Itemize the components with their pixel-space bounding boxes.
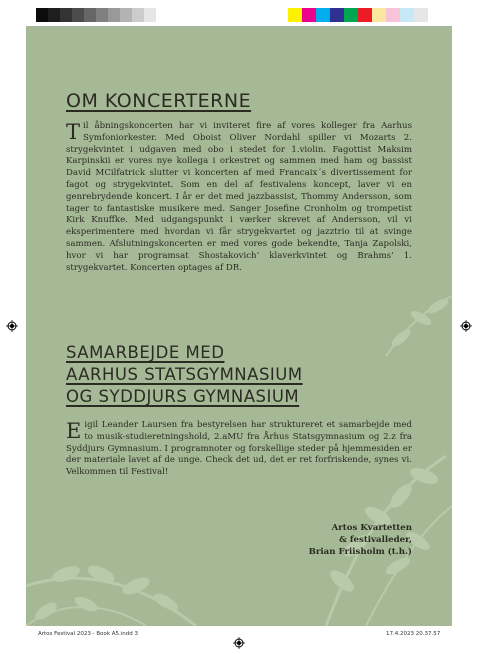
- concert-description-paragraph: [66, 121, 412, 274]
- brochure-page: [26, 26, 452, 626]
- signature-line: & festivalleder,: [339, 535, 412, 545]
- print-slug-timestamp: 17.4.2023 20.37.57: [386, 631, 441, 637]
- title-line: AARHUS STATSGYMNASIUM: [66, 365, 303, 384]
- registration-mark-icon: [233, 637, 245, 649]
- color-bar-process: [288, 8, 428, 22]
- color-swatch: [330, 8, 344, 22]
- color-swatch: [344, 8, 358, 22]
- collaboration-text: igil Leander Laursen fra bestyrelsen har struktureret et samarbejde med to musik-studieretningshold, 2.aMU fra Århus Statsgymnasium og 2.z fra Syddjurs Gymnasium. I programnoter og forskellige steder på hjemmesiden er der materiale lavet af de unge. Check det ud, det er ret forfriskende, synes vi. Velkommen til Festival!: [66, 420, 412, 478]
- color-swatch: [372, 8, 386, 22]
- color-swatch: [60, 8, 72, 22]
- color-swatch: [108, 8, 120, 22]
- registration-mark-icon: [460, 320, 472, 332]
- drop-cap: E: [66, 419, 82, 443]
- registration-mark-icon: [6, 320, 18, 332]
- section-title-koncerterne: OM KONCERTERNE: [66, 90, 252, 112]
- color-swatch: [302, 8, 316, 22]
- color-swatch: [144, 8, 156, 22]
- section-title-samarbejde: [66, 342, 303, 408]
- color-swatch: [386, 8, 400, 22]
- color-swatch: [316, 8, 330, 22]
- title-line: SAMARBEJDE MED: [66, 343, 225, 362]
- collaboration-paragraph: [66, 420, 412, 479]
- color-swatch: [288, 8, 302, 22]
- concert-description-text: il åbningskoncerten har vi inviteret fire af vores kolleger fra Aarhus Symfoniorkester. Med Oboist Oliver Nordahl spiller vi Mozarts 2. strygekvintet i udgaven med obo i stedet for 1.violin. Fagottist Maksim Karpinskii er vores nye kollega i orkestret og sammen med ham og bassist David MCilfatrick slutter vi koncerten af med Francaix´s divertissement for fagot og strygekvintet. Som en del af festivalens koncept, laver vi en genrebrydende koncert. I år er det med jazzbassist, Thommy Andersson, som tager to fantastiske musikere med. Sanger Josefine Cronholm og trompetist Kirk Knuffke. Med udgangspunkt i værker skrevet af Andersson, vil vi eksperimentere med hvordan vi får strygekvartet og jazztrio til at svinge sammen. Afslutningskoncerten er med vores gode bekendte, Tanja Zapolski, hvor vi har programsat Shostakovich’ klaverkvintet og Brahms’ 1. strygekvartet. Koncerten optages af DR.: [66, 121, 412, 273]
- drop-cap: T: [66, 120, 81, 144]
- signature-block: [309, 522, 412, 558]
- title-line: OG SYDDJURS GYMNASIUM: [66, 387, 300, 406]
- color-swatch: [414, 8, 428, 22]
- color-swatch: [400, 8, 414, 22]
- color-swatch: [36, 8, 48, 22]
- color-bar-grayscale: [36, 8, 156, 22]
- color-swatch: [120, 8, 132, 22]
- signature-line: Brian Friisholm (t.h.): [308, 547, 412, 557]
- color-swatch: [96, 8, 108, 22]
- color-swatch: [72, 8, 84, 22]
- color-swatch: [132, 8, 144, 22]
- color-swatch: [358, 8, 372, 22]
- color-swatch: [84, 8, 96, 22]
- signature-line: Artos Kvartetten: [331, 523, 412, 533]
- print-slug-file: Artos Festival 2023 - Book A5.indd 3: [38, 631, 139, 637]
- color-swatch: [48, 8, 60, 22]
